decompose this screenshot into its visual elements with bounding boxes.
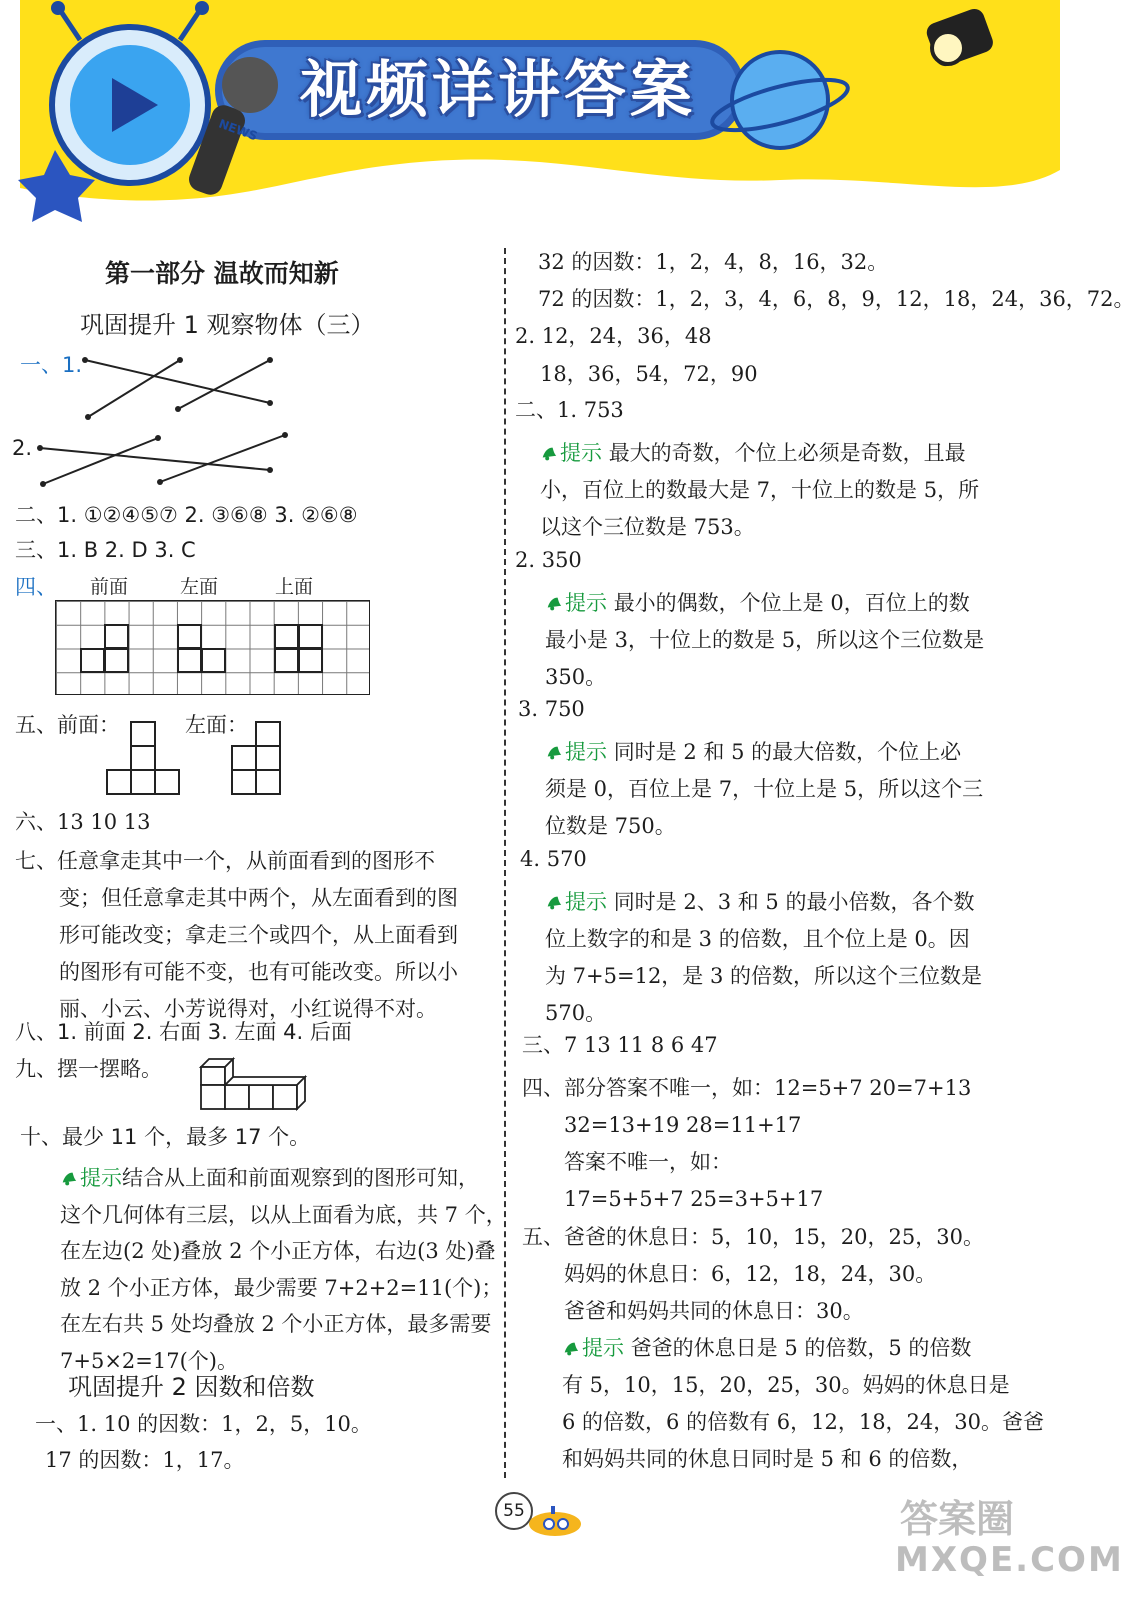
q2-answer: 二、1. ①②④⑤⑦ 2. ③⑥⑧ 3. ②⑥⑧ bbox=[15, 503, 358, 527]
lesson1-title: 巩固提升 1 观察物体（三） bbox=[80, 311, 375, 339]
l2-q1-line: 一、1. 10 的因数：1，2，5，10。 bbox=[35, 1412, 372, 1436]
q1-2-label: 2. bbox=[12, 436, 33, 460]
sec2-q1: 二、1. 753 bbox=[515, 398, 624, 422]
tip-line: 和妈妈共同的休息日同时是 5 和 6 的倍数， bbox=[562, 1447, 973, 1471]
sec4-line: 32=13+19 28=11+17 bbox=[564, 1113, 802, 1137]
q7-line: 七、任意拿走其中一个，从前面看到的图形不 bbox=[15, 849, 435, 873]
sec4-line: 17=5+5+7 25=3+5+17 bbox=[564, 1187, 824, 1211]
tip-bell-icon bbox=[545, 743, 563, 761]
tip-label: 提示 bbox=[565, 740, 607, 764]
tip-label: 提示 bbox=[560, 441, 602, 465]
tip-line: 6 的倍数，6 的倍数有 6，12，18，24，30。爸爸 bbox=[562, 1410, 1044, 1434]
tip-label: 提示 bbox=[80, 1166, 122, 1190]
q1-1-matching-lines bbox=[80, 355, 280, 425]
r-q2-line: 18，36，54，72，90 bbox=[540, 362, 758, 386]
tip-line: 小，百位上的数最大是 7，十位上的数是 5，所 bbox=[540, 478, 980, 502]
q10-answer: 十、最少 11 个，最多 17 个。 bbox=[20, 1125, 311, 1149]
q4-view-front: 前面 bbox=[90, 576, 129, 598]
q6-answer: 六、13 10 13 bbox=[15, 810, 151, 834]
sec2-q2: 2. 350 bbox=[515, 548, 582, 572]
tip-label: 提示 bbox=[582, 1336, 624, 1360]
tip-line: 同时是 2 和 5 的最大倍数，个位上必 bbox=[613, 740, 962, 764]
q7-line: 的图形有可能不变，也有可能改变。所以小 bbox=[59, 960, 458, 984]
tip-line: 为 7+5=12，是 3 的倍数，所以这个三位数是 bbox=[545, 964, 983, 988]
q10-tip-block bbox=[60, 1160, 507, 1379]
tip-line: 这个几何体有三层，以从上面看为底，共 7 个， bbox=[60, 1202, 507, 1227]
sec4-line: 答案不唯一，如： bbox=[564, 1150, 732, 1174]
q7-line: 形可能改变；拿走三个或四个，从上面看到 bbox=[59, 923, 458, 947]
q1-2-matching-lines bbox=[35, 430, 295, 490]
news-badge: NEWS bbox=[216, 116, 260, 144]
q3-answer: 三、1. B 2. D 3. C bbox=[15, 538, 196, 562]
q8-answer: 八、1. 前面 2. 右面 3. 左面 4. 后面 bbox=[15, 1020, 352, 1044]
tip-bell-icon bbox=[540, 444, 558, 462]
tip-bell-icon bbox=[562, 1339, 580, 1357]
watermark-logo: 答案圈 bbox=[900, 1497, 1015, 1541]
tip2-block bbox=[545, 585, 984, 696]
q5-left-view-figure bbox=[230, 720, 290, 800]
tip-line: 结合从上面和前面观察到的图形可知， bbox=[122, 1166, 479, 1190]
tip-line: 350。 bbox=[545, 665, 607, 689]
tip-line: 有 5，10，15，20，25，30。妈妈的休息日是 bbox=[562, 1373, 1010, 1397]
header-banner bbox=[0, 0, 1078, 210]
q5-front-label: 五、前面： bbox=[15, 713, 120, 737]
tip3-block bbox=[545, 734, 983, 845]
sec5-block bbox=[522, 1219, 984, 1330]
tip-line: 以这个三位数是 753。 bbox=[540, 515, 755, 539]
tip-line: 放 2 个小正方体，最少需要 7+2+2=11(个)； bbox=[60, 1275, 503, 1300]
factors-32: 32 的因数：1，2，4，8，16，32。 bbox=[538, 250, 889, 274]
q5-front-view-figure bbox=[105, 720, 185, 800]
tip-line: 爸爸的休息日是 5 的倍数，5 的倍数 bbox=[630, 1336, 972, 1360]
tip-line: 7+5×2=17(个)。 bbox=[60, 1348, 238, 1373]
sec2-q4: 4. 570 bbox=[520, 847, 587, 871]
tip-line: 最小的偶数，个位上是 0，百位上的数 bbox=[613, 591, 970, 615]
sec5-line: 妈妈的休息日：6，12，18，24，30。 bbox=[564, 1262, 937, 1286]
tip-line: 位数是 750。 bbox=[545, 814, 676, 838]
q4-label: 四、 bbox=[15, 575, 57, 599]
tip-line: 在左边(2 处)叠放 2 个小正方体，右边(3 处)叠 bbox=[60, 1239, 496, 1263]
tip-label: 提示 bbox=[565, 591, 607, 615]
tip1-block bbox=[540, 435, 979, 546]
tip-bell-icon bbox=[60, 1169, 78, 1187]
tip5-block bbox=[562, 1330, 1044, 1478]
banner-title: 视频详讲答案 bbox=[300, 53, 697, 126]
q1-1-label: 一、1. bbox=[20, 353, 83, 377]
tip-line: 位上数字的和是 3 的倍数，且个位上是 0。因 bbox=[545, 927, 970, 951]
q9-answer: 九、摆一摆略。 bbox=[15, 1057, 162, 1081]
factors-72: 72 的因数：1，2，3，4，6，8，9，12，18，24，36，72。 bbox=[538, 287, 1135, 311]
q4-dotted-grid bbox=[55, 600, 370, 695]
q4-view-top: 上面 bbox=[275, 576, 314, 598]
q7-answer bbox=[15, 843, 458, 1028]
sec4-block bbox=[522, 1070, 971, 1218]
watermark-url: MXQE.COM bbox=[895, 1540, 1124, 1580]
q4-view-left: 左面 bbox=[180, 576, 219, 598]
tip-bell-icon bbox=[545, 893, 563, 911]
tip-line: 570。 bbox=[545, 1001, 607, 1025]
q9-cube-figure bbox=[195, 1055, 315, 1115]
tip-label: 提示 bbox=[565, 890, 607, 914]
tip-line: 在左右共 5 处均叠放 2 个小正方体，最多需要 bbox=[60, 1312, 492, 1336]
tip-line: 最小是 3，十位上的数是 5，所以这个三位数是 bbox=[545, 628, 985, 652]
q5-left-label: 左面： bbox=[185, 713, 248, 737]
sec5-line: 五、爸爸的休息日：5，10，15，20，25，30。 bbox=[522, 1225, 984, 1249]
q7-line: 变；但任意拿走其中两个，从左面看到的图 bbox=[59, 886, 458, 910]
tip-line: 最大的奇数，个位上必须是奇数，且最 bbox=[608, 441, 966, 465]
sec3-answer: 三、7 13 11 8 6 47 bbox=[522, 1033, 718, 1057]
submarine-icon bbox=[525, 1500, 585, 1540]
lesson2-title: 巩固提升 2 因数和倍数 bbox=[68, 1373, 315, 1401]
tip-line: 须是 0，百位上是 7，十位上是 5，所以这个三 bbox=[545, 777, 984, 801]
tip-bell-icon bbox=[545, 594, 563, 612]
q7-line: 丽、小云、小芳说得对，小红说得不对。 bbox=[59, 997, 437, 1021]
page-number: 55 bbox=[495, 1492, 533, 1530]
sec5-line: 爸爸和妈妈共同的休息日：30。 bbox=[564, 1299, 864, 1323]
sec4-line: 四、部分答案不唯一，如：12=5+7 20=7+13 bbox=[522, 1076, 972, 1100]
part-title: 第一部分 温故而知新 bbox=[105, 259, 339, 288]
l2-q1-line: 17 的因数：1，17。 bbox=[45, 1448, 245, 1472]
tip-line: 同时是 2、3 和 5 的最小倍数，各个数 bbox=[613, 890, 975, 914]
tip4-block bbox=[545, 884, 982, 1032]
sec2-q3: 3. 750 bbox=[518, 697, 585, 721]
r-q2-line: 2. 12，24，36，48 bbox=[515, 324, 712, 348]
